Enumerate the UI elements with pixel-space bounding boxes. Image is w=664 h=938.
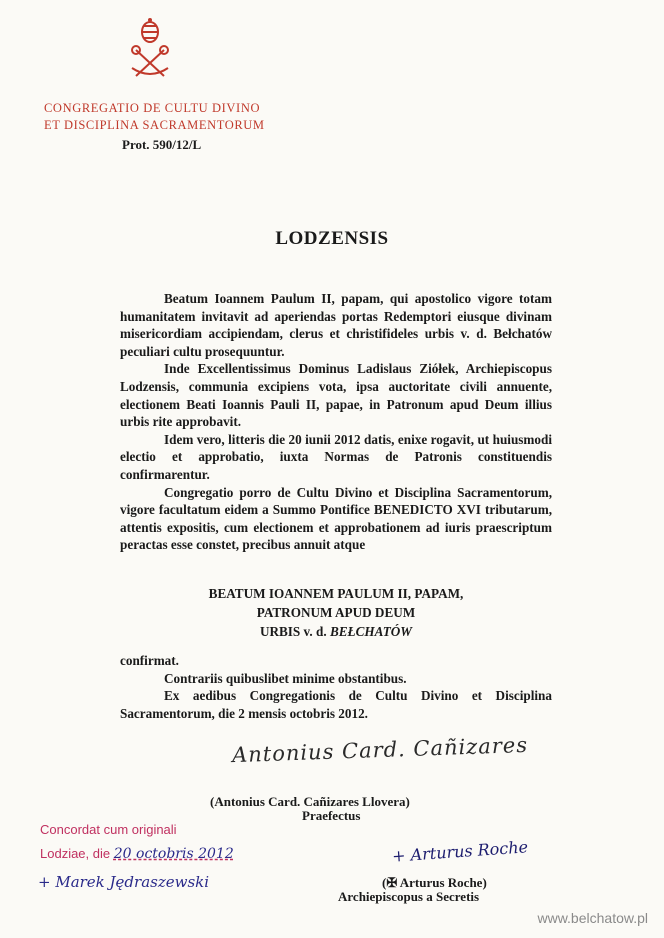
paragraph-2: Inde Excellentissimus Dominus Ladislaus Ziółek, Archiepiscopus Lodzensis, communia excipiens vota, ipsa auctoritate civili annuente, electionem Beati Ioannis Pauli II, papae, in Patronum apud Deum illius urbis rite approbavit. [120, 361, 552, 430]
decree-line-3: URBIS v. d. BEŁCHATÓW [259, 624, 413, 639]
paragraph-3: Idem vero, litteris die 20 iunii 2012 datis, enixe rogavit, ut huiusmodi electio et approbatio, iuxta Normas de Patronis constituendis confirmarentur. [120, 431, 552, 482]
paragraph-4: Congregatio porro de Cultu Divino et Disciplina Sacramentorum, vigore facultatum eidem a Summo Pontifice BENEDICTO XVI tributarum, attentis expositis, cum electionem et approbationem ad iuris praescriptum peractas esse constet, precibus annuit atque [120, 484, 552, 553]
congregation-name-line2: ET DISCIPLINA SACRAMENTORUM [44, 118, 265, 132]
stamp-handwritten-signature: + Marek Jędraszewski [38, 873, 210, 891]
protocol-number: Prot. 590/12/L [122, 137, 202, 152]
website-watermark: www.belchatow.pl [537, 910, 648, 926]
papal-coat-of-arms-icon [118, 18, 182, 82]
prefect-handwritten-signature: Antonius Card. Cañizares [231, 732, 529, 768]
prefect-name: (Antonius Card. Cañizares Llovera) [210, 794, 410, 809]
secretary-handwritten-signature: + Arturus Roche [391, 837, 529, 866]
paragraph-6: Ex aedibus Congregationis de Cultu Divino et Disciplina Sacramentorum, die 2 mensis octobris 2012. [120, 688, 552, 721]
decree-body [120, 290, 552, 554]
decree-formula [120, 584, 552, 641]
paragraph-1: Beatum Ioannem Paulum II, papam, qui apostolico vigore totam humanitatem invitavit ad aperiendas portas Redemptori eiusque divinam misericordiam accipiendam, clerus et christifideles urbis v. d. Bełchatów peculiari cultu prosequuntur. [120, 291, 552, 359]
stamp-concordat: Concordat cum originali [40, 822, 177, 837]
decree-line-1: BEATUM IOANNEM PAULUM II, PAPAM, [208, 586, 464, 601]
confirmat: confirmat. [120, 653, 179, 668]
decree-line-2: PATRONUM APUD DEUM [256, 605, 416, 620]
secretary-title: Archiepiscopus a Secretis [338, 889, 480, 904]
prefect-title: Praefectus [302, 808, 361, 823]
congregation-name-line1: CONGREGATIO DE CULTU DIVINO [44, 101, 261, 115]
document-title: LODZENSIS [275, 228, 389, 249]
decree-closing [120, 652, 552, 722]
stamp-place-date: Lodziae, die 20 octobris 2012 [40, 846, 234, 862]
secretary-name: (✠ Arturus Roche) [382, 875, 487, 890]
paragraph-5: Contrariis quibuslibet minime obstantibus. [164, 670, 407, 686]
